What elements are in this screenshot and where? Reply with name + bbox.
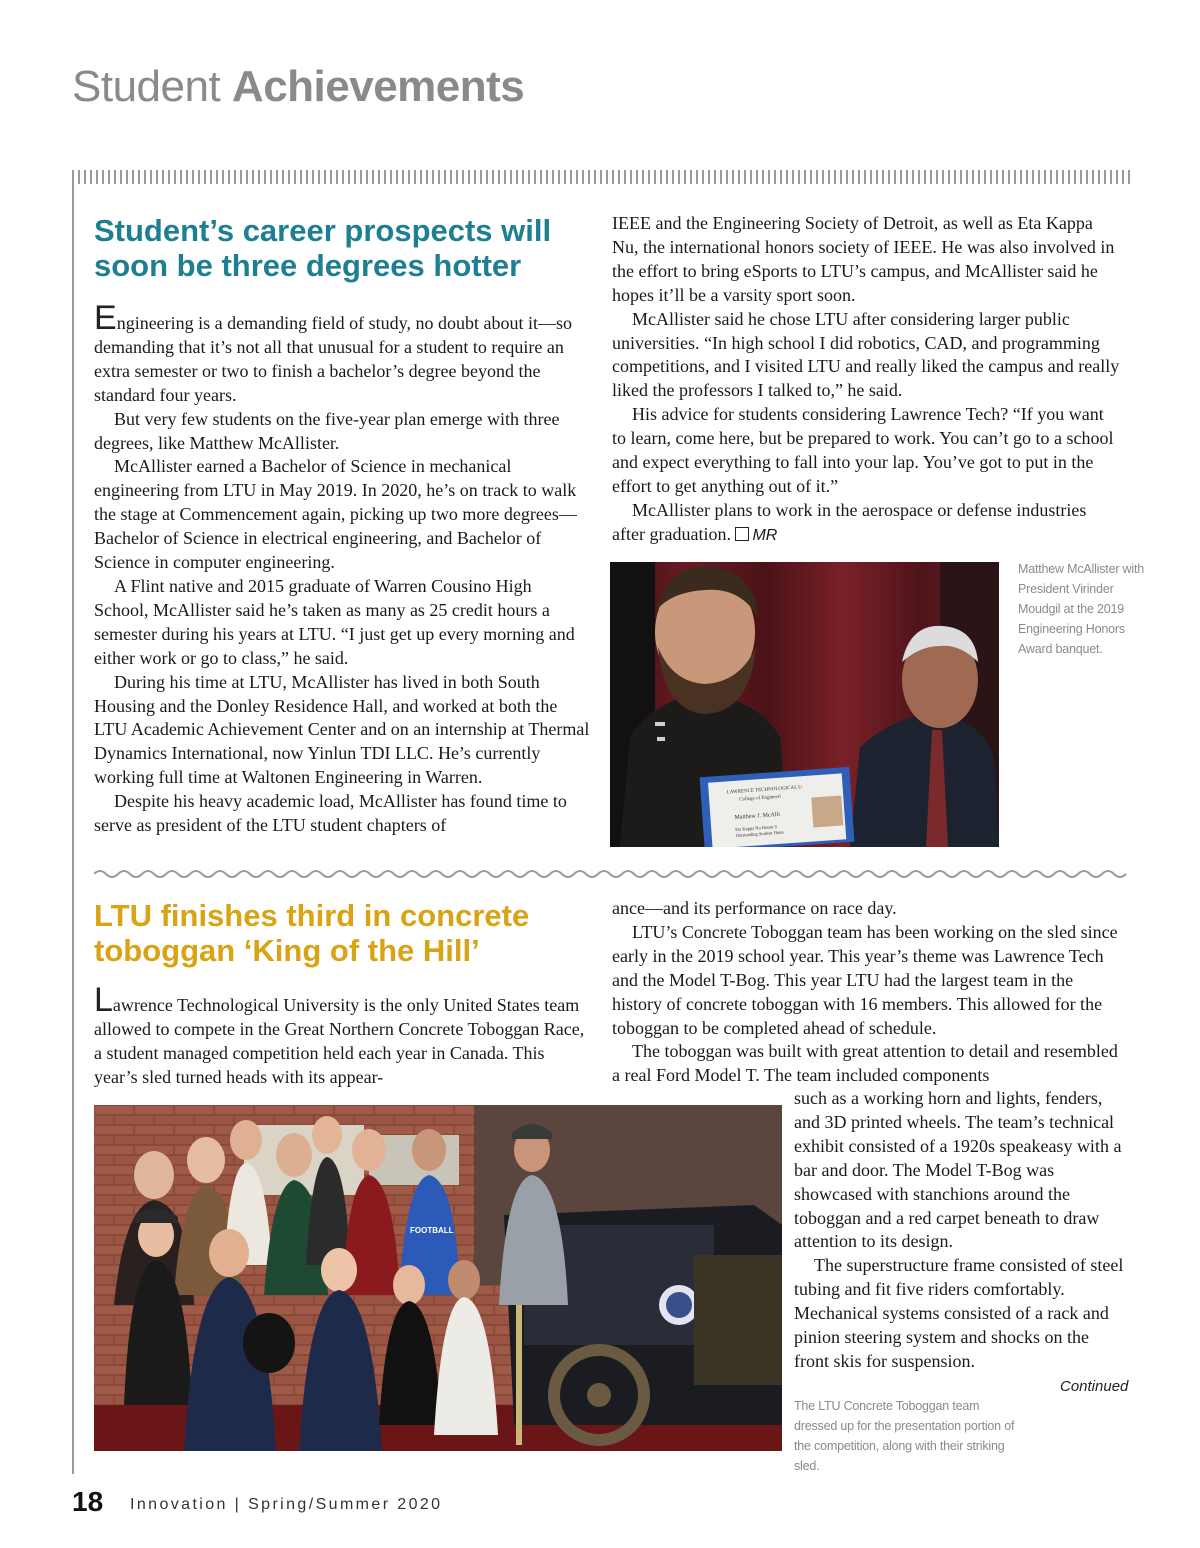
article1-paragraph-5: During his time at LTU, McAllister has lived in both South Housing and the Donley Residence Hall, and worked at both the LTU Academic Achievement Center and on an internship at Thermal Dynamics International, now Yinlun TDI LLC. He’s currently working full time at Waltonen Engineering in Warren. bbox=[94, 671, 590, 788]
article2-column-2 bbox=[612, 897, 1122, 1088]
left-margin-rule bbox=[72, 184, 74, 1474]
article1-paragraph-1-text: ngineering is a demanding field of study, no doubt about it—so demanding that it’s not all that unusual for a student to require an extra semester or two to finish a bachelor’s degree beyond the standard four years. bbox=[94, 313, 572, 405]
article1-column-1 bbox=[94, 299, 590, 838]
article1-col2-paragraph-3: His advice for students considering Lawrence Tech? “If you want to learn, come here, but be prepared to work. You can’t go to a school and expect everything to fall into your lap. You’ve got to put in the effort to get anything out of it.” bbox=[612, 404, 1114, 496]
article2-column-3 bbox=[794, 1087, 1124, 1374]
article2-col2-paragraph-1: ance—and its performance on race day. bbox=[612, 898, 897, 918]
photo2-caption: The LTU Concrete Toboggan team dressed up for the presentation portion of the competition, along with their striking sled. bbox=[794, 1399, 1015, 1473]
article1-col2-paragraph-4 bbox=[612, 499, 1122, 548]
tick-rule-divider bbox=[72, 170, 1130, 184]
photo1-caption: Matthew McAllister with President Virinder Moudgil at the 2019 Engineering Honors Award banquet. bbox=[1018, 562, 1144, 656]
article2-headline: LTU finishes third in concrete toboggan ‘King of the Hill’ bbox=[94, 898, 530, 968]
article2-paragraph-1-text: awrence Technological University is the only United States team allowed to compete in the Great Northern Concrete Toboggan Race, a student managed competition held each year in Canada. This year’s sled turned heads with its appear- bbox=[94, 995, 585, 1087]
article2-col2-paragraph-3: The toboggan was built with great attention to detail and resembled a real Ford Model T. The team included components bbox=[612, 1041, 1118, 1086]
article2-dropcap: L bbox=[94, 981, 113, 1019]
publication-name: Innovation | Spring/Summer 2020 bbox=[130, 1496, 443, 1513]
article2-col3-paragraph-1: such as a working horn and lights, fenders, and 3D printed wheels. The team’s technical exhibit consisted of a 1920s speakeasy with a bar and door. The Model T-Bog was showcased with stanchions around the toboggan and a red carpet beneath to draw attention to its design. bbox=[794, 1088, 1122, 1252]
certificate-line-3: Matthew J. McAlli bbox=[734, 811, 781, 821]
certificate-line-1: LAWRENCE TECHNOLOGICAL U bbox=[726, 785, 803, 796]
article1-paragraph-2: But very few students on the five-year plan emerge with three degrees, like Matthew McAllister. bbox=[94, 408, 560, 453]
photo-toboggan-team-illustration bbox=[94, 1105, 782, 1451]
section-title bbox=[72, 62, 524, 112]
article1-paragraph-6: Despite his heavy academic load, McAllister has found time to serve as president of the LTU student chapters of bbox=[94, 791, 567, 836]
article1-paragraph-1 bbox=[94, 299, 590, 408]
article1-column-2 bbox=[612, 212, 1122, 548]
article1-col2-paragraph-2: McAllister said he chose LTU after considering larger public universities. “In high school I did robotics, CAD, and programming competitions, and I visited LTU and really liked the campus and really liked the professors I talked to,” he said. bbox=[612, 308, 1120, 401]
photo-mcallister-moudgil-illustration bbox=[610, 562, 999, 847]
article1-paragraph-4: A Flint native and 2015 graduate of Warren Cousino High School, McAllister said he’s taken as many as 25 credit hours a semester during his years at LTU. “I just get up every morning and either work or go to class,” he said. bbox=[94, 575, 575, 668]
article2-col3-paragraph-2: The superstructure frame consisted of steel tubing and fit five riders comfortably. Mechanical systems consisted of a rack and pinion steering system and shocks on the front skis for suspension. bbox=[794, 1255, 1124, 1371]
author-initials: MR bbox=[752, 526, 778, 544]
article2-paragraph-1 bbox=[94, 981, 590, 1090]
section-title-bold: Achievements bbox=[231, 62, 525, 111]
page-number: 18 bbox=[72, 1486, 104, 1517]
article1-paragraph-3: McAllister earned a Bachelor of Science in mechanical engineering from LTU in May 2019. In 2020, he’s on track to walk the stage at Commencement again, picking up two more degrees—Bachelor of Science in electrical engineering, and Bachelor of Science in computer engineering. bbox=[94, 456, 577, 573]
wavy-divider bbox=[94, 866, 1130, 882]
article2-col2-paragraph-2: LTU’s Concrete Toboggan team has been working on the sled since early in the 2019 school year. This year’s theme was Lawrence Tech and the Model T-Bog. This year LTU had the largest team in the history of concrete toboggan with 16 members. This allowed for the toboggan to be completed ahead of schedule. bbox=[612, 921, 1118, 1038]
photo-mcallister-moudgil bbox=[610, 562, 999, 847]
article1-col2-paragraph-1: IEEE and the Engineering Society of Detroit, as well as Eta Kappa Nu, the international honors society of IEEE. He was also involved in the effort to bring eSports to LTU’s campus, and McAllister said he hopes it’ll be a varsity sport soon. bbox=[612, 213, 1115, 305]
article2-column-1 bbox=[94, 981, 590, 1090]
certificate-line-2: College of Engineeri bbox=[739, 794, 782, 803]
section-title-light: Student bbox=[72, 62, 221, 111]
article1-dropcap: E bbox=[94, 299, 117, 337]
certificate-line-5: Outstanding Student Hono bbox=[735, 829, 784, 838]
author-signature bbox=[735, 527, 777, 544]
article1-col2-paragraph-4-text: McAllister plans to work in the aerospace or defense industries after graduation. bbox=[612, 499, 1087, 544]
end-mark-icon bbox=[735, 527, 749, 541]
shirt-text: FOOTBALL bbox=[410, 1226, 454, 1235]
certificate-line-4: Eta Kappa Nu Honor S bbox=[735, 824, 778, 832]
article1-headline: Student’s career prospects will soon be three degrees hotter bbox=[94, 213, 552, 283]
photo-toboggan-team bbox=[94, 1105, 782, 1451]
continued-label: Continued bbox=[1060, 1378, 1129, 1395]
